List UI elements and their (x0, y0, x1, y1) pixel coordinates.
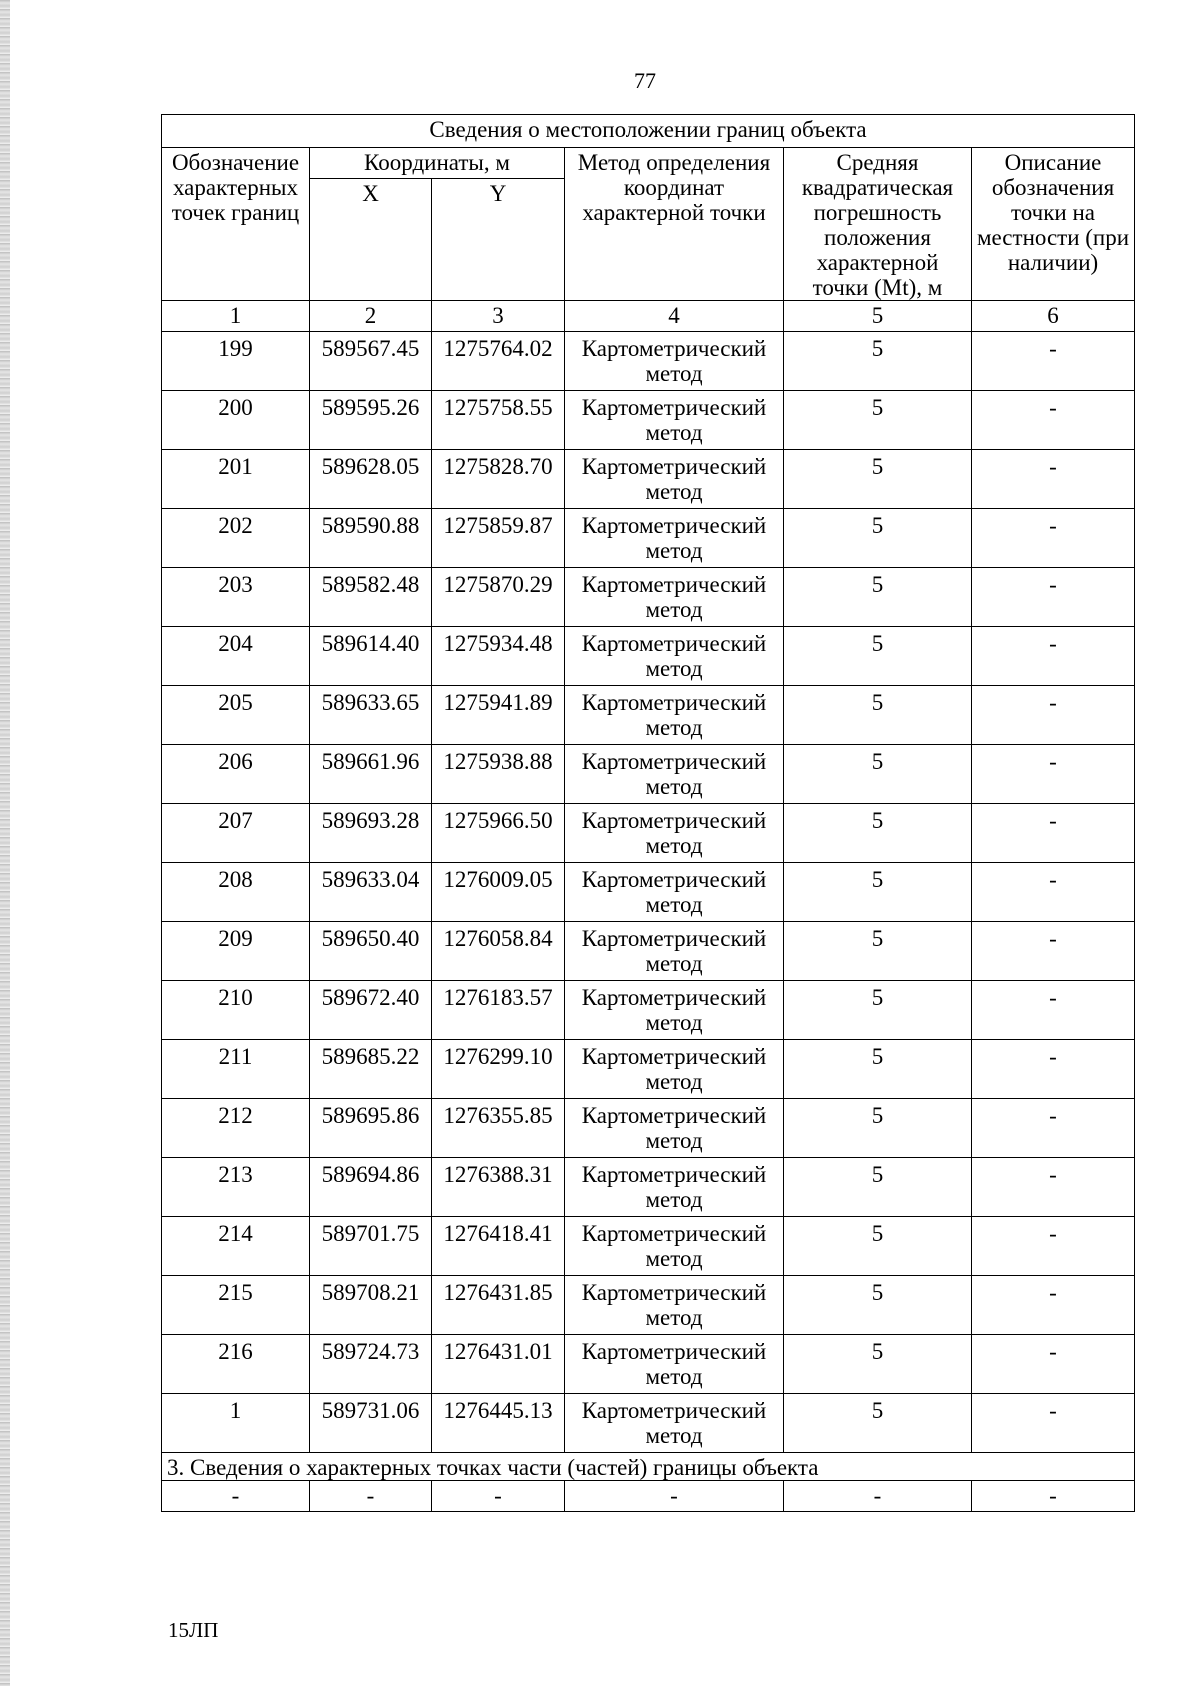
cell-x: 589633.65 (310, 686, 432, 745)
section3-cell: - (784, 1481, 972, 1512)
column-number: 1 (162, 301, 310, 332)
cell-method: Картометрический метод (565, 332, 784, 391)
cell-method: Картометрический метод (565, 391, 784, 450)
cell-mt: 5 (784, 981, 972, 1040)
cell-description: - (972, 450, 1135, 509)
table-row (162, 391, 1135, 450)
cell-y: 1275934.48 (432, 627, 565, 686)
column-number: 6 (972, 301, 1135, 332)
cell-mt: 5 (784, 1276, 972, 1335)
page-number: 77 (634, 68, 656, 93)
cell-method: Картометрический метод (565, 686, 784, 745)
table-row (162, 745, 1135, 804)
cell-y: 1276418.41 (432, 1217, 565, 1276)
cell-mt: 5 (784, 686, 972, 745)
cell-y: 1275859.87 (432, 509, 565, 568)
cell-method: Картометрический метод (565, 1158, 784, 1217)
cell-point: 202 (162, 509, 310, 568)
cell-y: 1275764.02 (432, 332, 565, 391)
cell-mt: 5 (784, 332, 972, 391)
cell-method: Картометрический метод (565, 1040, 784, 1099)
cell-y: 1276183.57 (432, 981, 565, 1040)
cell-point: 1 (162, 1394, 310, 1453)
table-row (162, 686, 1135, 745)
cell-description: - (972, 568, 1135, 627)
cell-point: 209 (162, 922, 310, 981)
cell-x: 589708.21 (310, 1276, 432, 1335)
cell-x: 589693.28 (310, 804, 432, 863)
cell-method: Картометрический метод (565, 509, 784, 568)
cell-description: - (972, 627, 1135, 686)
table-row (162, 509, 1135, 568)
cell-x: 589614.40 (310, 627, 432, 686)
table-row (162, 981, 1135, 1040)
table-row (162, 1040, 1135, 1099)
scan-edge (0, 0, 10, 1686)
cell-y: 1275938.88 (432, 745, 565, 804)
cell-y: 1275870.29 (432, 568, 565, 627)
cell-mt: 5 (784, 1335, 972, 1394)
cell-point: 212 (162, 1099, 310, 1158)
cell-x: 589724.73 (310, 1335, 432, 1394)
column-number: 4 (565, 301, 784, 332)
cell-description: - (972, 1217, 1135, 1276)
cell-mt: 5 (784, 1217, 972, 1276)
cell-mt: 5 (784, 627, 972, 686)
cell-x: 589633.04 (310, 863, 432, 922)
cell-description: - (972, 804, 1135, 863)
cell-mt: 5 (784, 745, 972, 804)
cell-description: - (972, 863, 1135, 922)
table-row (162, 1099, 1135, 1158)
cell-method: Картометрический метод (565, 450, 784, 509)
cell-description: - (972, 1040, 1135, 1099)
header-y: Y (432, 178, 565, 300)
cell-point: 201 (162, 450, 310, 509)
section3-title: 3. Сведения о характерных точках части (частей) границы объекта (162, 1453, 1135, 1481)
cell-description: - (972, 981, 1135, 1040)
cell-description: - (972, 1335, 1135, 1394)
cell-description: - (972, 1394, 1135, 1453)
cell-description: - (972, 745, 1135, 804)
cell-x: 589590.88 (310, 509, 432, 568)
section3-cell: - (972, 1481, 1135, 1512)
cell-method: Картометрический метод (565, 1217, 784, 1276)
cell-method: Картометрический метод (565, 745, 784, 804)
section3-cell: - (310, 1481, 432, 1512)
cell-x: 589661.96 (310, 745, 432, 804)
cell-mt: 5 (784, 922, 972, 981)
header-description: Описание обозначения точки на местности (при наличии) (972, 148, 1135, 301)
cell-y: 1276355.85 (432, 1099, 565, 1158)
boundary-table (161, 114, 1135, 1512)
cell-x: 589650.40 (310, 922, 432, 981)
cell-description: - (972, 391, 1135, 450)
cell-description: - (972, 1158, 1135, 1217)
cell-point: 215 (162, 1276, 310, 1335)
cell-x: 589695.86 (310, 1099, 432, 1158)
cell-method: Картометрический метод (565, 1099, 784, 1158)
cell-point: 211 (162, 1040, 310, 1099)
section3-row (162, 1481, 1135, 1512)
cell-mt: 5 (784, 1099, 972, 1158)
section3-cell: - (432, 1481, 565, 1512)
cell-mt: 5 (784, 391, 972, 450)
column-number: 2 (310, 301, 432, 332)
cell-y: 1276431.01 (432, 1335, 565, 1394)
table-row (162, 804, 1135, 863)
cell-x: 589595.26 (310, 391, 432, 450)
cell-method: Картометрический метод (565, 1335, 784, 1394)
cell-x: 589672.40 (310, 981, 432, 1040)
cell-mt: 5 (784, 1394, 972, 1453)
cell-point: 203 (162, 568, 310, 627)
cell-mt: 5 (784, 863, 972, 922)
cell-y: 1276388.31 (432, 1158, 565, 1217)
cell-mt: 5 (784, 568, 972, 627)
table-row (162, 1276, 1135, 1335)
cell-point: 208 (162, 863, 310, 922)
table-row (162, 1158, 1135, 1217)
cell-point: 207 (162, 804, 310, 863)
cell-method: Картометрический метод (565, 627, 784, 686)
table-title: Сведения о местоположении границ объекта (162, 115, 1135, 148)
column-number: 5 (784, 301, 972, 332)
cell-y: 1276445.13 (432, 1394, 565, 1453)
cell-description: - (972, 1099, 1135, 1158)
header-point: Обозначение характерных точек границ (162, 148, 310, 301)
cell-mt: 5 (784, 1158, 972, 1217)
cell-x: 589731.06 (310, 1394, 432, 1453)
table-row (162, 922, 1135, 981)
cell-description: - (972, 686, 1135, 745)
table-row (162, 863, 1135, 922)
cell-method: Картометрический метод (565, 568, 784, 627)
cell-point: 216 (162, 1335, 310, 1394)
footer-code: 15ЛП (168, 1618, 219, 1642)
cell-method: Картометрический метод (565, 922, 784, 981)
cell-y: 1276299.10 (432, 1040, 565, 1099)
cell-x: 589628.05 (310, 450, 432, 509)
cell-method: Картометрический метод (565, 863, 784, 922)
cell-method: Картометрический метод (565, 981, 784, 1040)
cell-point: 206 (162, 745, 310, 804)
cell-mt: 5 (784, 509, 972, 568)
cell-y: 1275966.50 (432, 804, 565, 863)
cell-point: 214 (162, 1217, 310, 1276)
cell-y: 1275828.70 (432, 450, 565, 509)
cell-x: 589567.45 (310, 332, 432, 391)
cell-y: 1276431.85 (432, 1276, 565, 1335)
cell-mt: 5 (784, 804, 972, 863)
cell-mt: 5 (784, 450, 972, 509)
cell-method: Картометрический метод (565, 1276, 784, 1335)
cell-method: Картометрический метод (565, 1394, 784, 1453)
table-row (162, 627, 1135, 686)
cell-point: 204 (162, 627, 310, 686)
cell-method: Картометрический метод (565, 804, 784, 863)
cell-x: 589694.86 (310, 1158, 432, 1217)
section3-cell: - (565, 1481, 784, 1512)
cell-point: 199 (162, 332, 310, 391)
table-row (162, 1217, 1135, 1276)
table-row (162, 568, 1135, 627)
table-row (162, 450, 1135, 509)
column-number: 3 (432, 301, 565, 332)
cell-point: 205 (162, 686, 310, 745)
cell-x: 589685.22 (310, 1040, 432, 1099)
cell-x: 589701.75 (310, 1217, 432, 1276)
header-accuracy: Средняя квадратическая погрешность положения характерной точки (Mt), м (784, 148, 972, 301)
cell-description: - (972, 1276, 1135, 1335)
cell-description: - (972, 922, 1135, 981)
cell-point: 210 (162, 981, 310, 1040)
header-x: X (310, 178, 432, 300)
section3-cell: - (162, 1481, 310, 1512)
table-row (162, 1335, 1135, 1394)
cell-y: 1276058.84 (432, 922, 565, 981)
cell-x: 589582.48 (310, 568, 432, 627)
table-row (162, 1394, 1135, 1453)
header-method: Метод определения координат характерной точки (565, 148, 784, 301)
cell-y: 1275758.55 (432, 391, 565, 450)
column-numbers-row (162, 301, 1135, 332)
header-coords: Координаты, м (310, 148, 565, 179)
cell-mt: 5 (784, 1040, 972, 1099)
table-row (162, 332, 1135, 391)
cell-y: 1275941.89 (432, 686, 565, 745)
cell-point: 200 (162, 391, 310, 450)
cell-point: 213 (162, 1158, 310, 1217)
cell-description: - (972, 509, 1135, 568)
cell-description: - (972, 332, 1135, 391)
cell-y: 1276009.05 (432, 863, 565, 922)
